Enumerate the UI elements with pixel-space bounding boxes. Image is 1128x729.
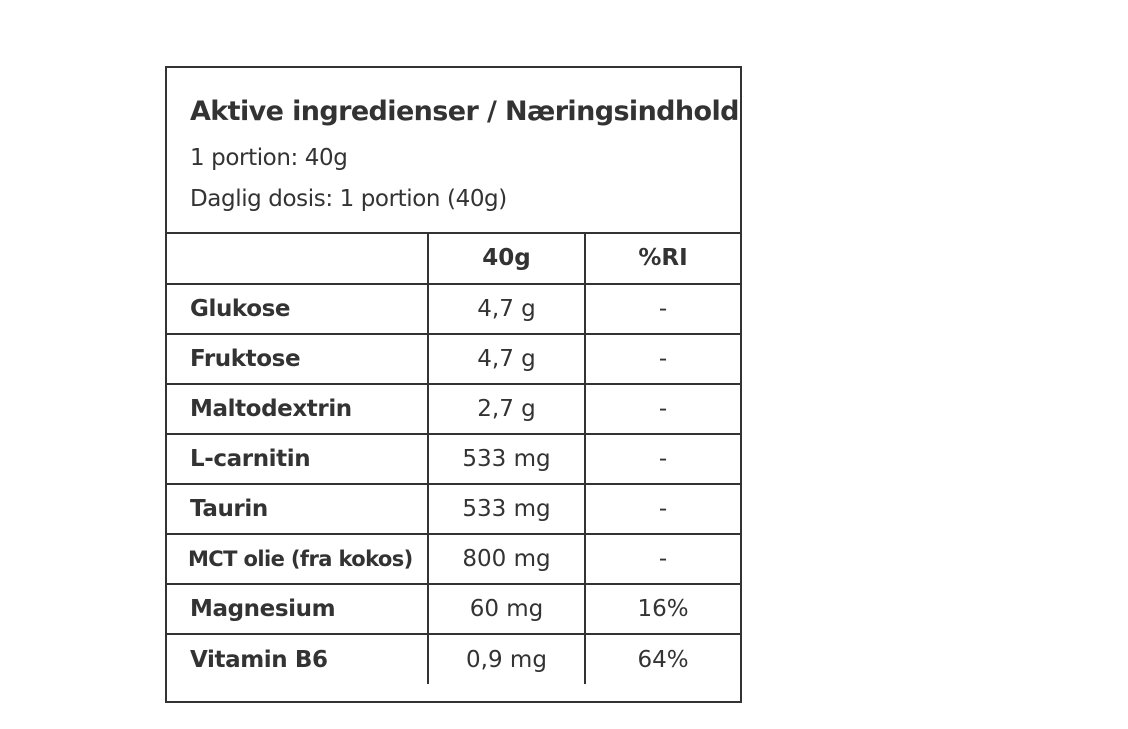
ingredient-name: Maltodextrin: [167, 384, 428, 434]
ingredient-amount: 2,7 g: [428, 384, 585, 434]
nutrition-panel: [165, 66, 742, 703]
table-row: [167, 584, 740, 634]
table-row: [167, 384, 740, 434]
ingredient-name: Taurin: [167, 484, 428, 534]
header-amount-cell: 40g: [428, 232, 585, 284]
ingredient-amount: 800 mg: [428, 534, 585, 584]
ingredient-ri: -: [585, 334, 740, 384]
table-header-row: [167, 232, 740, 284]
ingredient-ri: -: [585, 434, 740, 484]
table-row: [167, 434, 740, 484]
ingredient-name: Glukose: [167, 284, 428, 334]
ingredient-ri: -: [585, 534, 740, 584]
ingredient-ri: -: [585, 384, 740, 434]
ingredient-amount: 4,7 g: [428, 334, 585, 384]
ingredient-name: MCT olie (fra kokos): [167, 534, 428, 584]
header-ri-cell: %RI: [585, 232, 740, 284]
panel-header: [167, 68, 740, 234]
ingredient-amount: 533 mg: [428, 484, 585, 534]
table-row: [167, 284, 740, 334]
ingredient-ri: -: [585, 284, 740, 334]
daily-dose-text: Daglig dosis: 1 portion (40g): [190, 186, 507, 212]
table-row: [167, 634, 740, 684]
table-row: [167, 534, 740, 584]
ingredient-name: L-carnitin: [167, 434, 428, 484]
ingredient-amount: 0,9 mg: [428, 634, 585, 684]
ingredient-name: Magnesium: [167, 584, 428, 634]
portion-size-text: 1 portion: 40g: [190, 145, 348, 171]
panel-title: Aktive ingredienser / Næringsindhold: [190, 96, 739, 127]
ingredient-name: Vitamin B6: [167, 634, 428, 684]
table-row: [167, 334, 740, 384]
ingredient-amount: 533 mg: [428, 434, 585, 484]
ingredient-amount: 60 mg: [428, 584, 585, 634]
ingredient-name: Fruktose: [167, 334, 428, 384]
ingredient-ri: 64%: [585, 634, 740, 684]
nutrition-table: [167, 232, 740, 684]
header-name-cell: [167, 232, 428, 284]
ingredient-ri: 16%: [585, 584, 740, 634]
ingredient-ri: -: [585, 484, 740, 534]
ingredient-amount: 4,7 g: [428, 284, 585, 334]
table-row: [167, 484, 740, 534]
